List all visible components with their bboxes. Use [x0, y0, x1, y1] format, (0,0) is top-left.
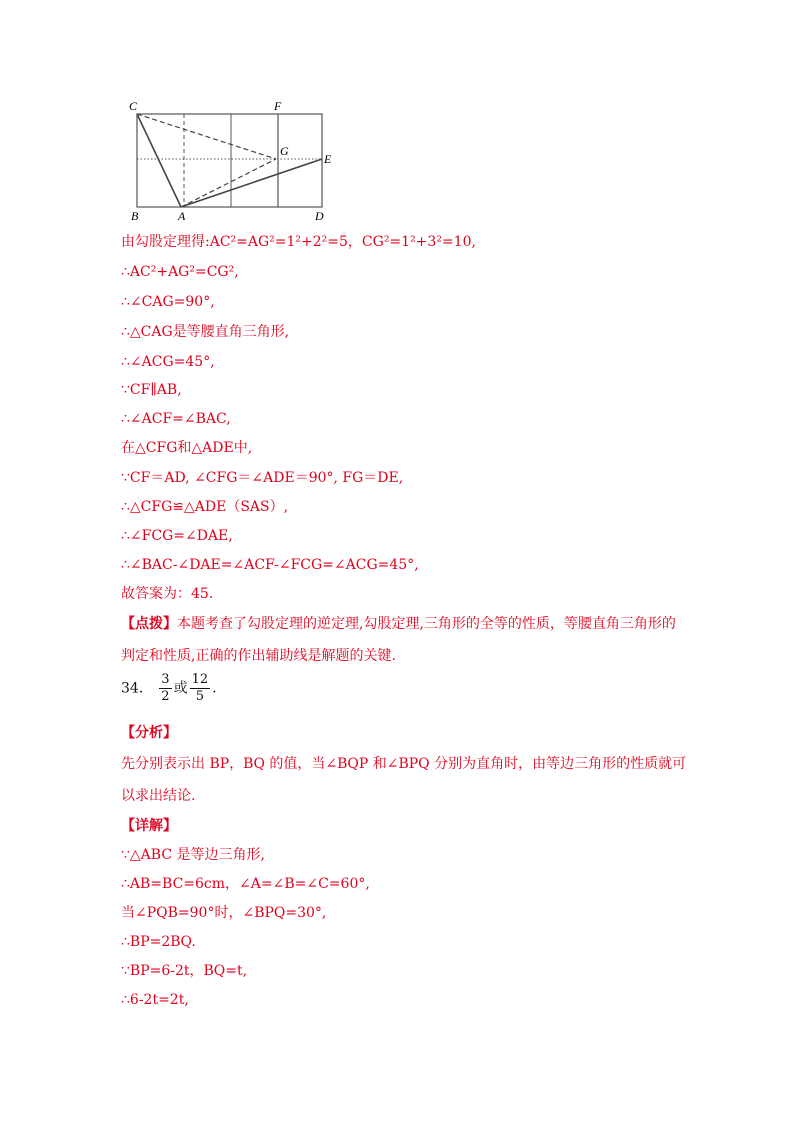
- fenxi-tag: 【分析】: [121, 725, 177, 741]
- label-B: B: [131, 209, 139, 222]
- fraction-3-2: [159, 672, 171, 705]
- dianbo-tag: 【点拨】: [121, 616, 177, 632]
- figure-svg: [128, 96, 348, 222]
- xiangjie-line: ∵△ABC 是等边三角形,: [121, 847, 265, 863]
- or-text: 或: [173, 680, 188, 697]
- proof-line: 由勾股定理得:AC²=AG²=1²+2²=5，CG²=1²+3²=10,: [121, 234, 476, 250]
- dianbo-line-1: [121, 614, 676, 634]
- segment-CG: [137, 114, 276, 159]
- segment-AE: [181, 159, 322, 207]
- proof-line: ∵CF∥AB,: [121, 382, 182, 398]
- proof-line: ∴AC²+AG²=CG²,: [121, 264, 239, 280]
- frac2-numerator: 12: [191, 672, 209, 687]
- frac1-denominator: 2: [161, 689, 170, 704]
- fenxi-text-1: 先分别表示出 BP，BQ 的值，当∠BQP 和∠BPQ 分别为直角时，由等边三角形的性质就可: [121, 756, 687, 772]
- proof-line: ∴∠ACG=45°,: [121, 354, 215, 370]
- proof-line: ∴∠BAC-∠DAE=∠ACF-∠FCG=∠ACG=45°,: [121, 557, 419, 573]
- xiangjie-line: ∴6-2t=2t,: [121, 992, 189, 1008]
- fenxi-text-2: 以求出结论.: [121, 788, 196, 804]
- label-G: G: [280, 144, 289, 158]
- grid-rectangle: [137, 114, 322, 207]
- xiangjie-line: ∴BP=2BQ.: [121, 934, 196, 950]
- geometry-figure: [128, 96, 348, 222]
- proof-line: ∵CF＝AD, ∠CFG＝∠ADE＝90°, FG＝DE,: [121, 470, 404, 486]
- frac1-numerator: 3: [161, 672, 170, 687]
- label-C: C: [129, 99, 138, 113]
- answer-line: 故答案为：45.: [121, 586, 214, 602]
- dianbo-text-2: 判定和性质,正确的作出辅助线是解题的关键.: [121, 648, 396, 664]
- q34-answer: [121, 672, 217, 705]
- proof-line: ∴∠FCG=∠DAE,: [121, 528, 233, 544]
- segment-CA: [137, 114, 181, 207]
- xiangjie-line: ∵BP=6-2t，BQ=t,: [121, 963, 248, 979]
- xiangjie-line: ∴AB=BC=6cm，∠A=∠B=∠C=60°,: [121, 876, 370, 892]
- label-D: D: [315, 209, 324, 222]
- proof-line: ∴△CAG是等腰直角三角形,: [121, 324, 290, 340]
- label-A: A: [178, 209, 186, 222]
- fraction-12-5: [190, 672, 211, 705]
- label-E: E: [324, 152, 332, 166]
- proof-line: ∴∠ACF=∠BAC,: [121, 411, 231, 427]
- xiangjie-tag: 【详解】: [121, 818, 177, 834]
- proof-line: ∴∠CAG=90°,: [121, 294, 215, 310]
- segment-AG: [181, 159, 276, 207]
- dianbo-text-1: 本题考查了勾股定理的逆定理,勾股定理,三角形的全等的性质，等腰直角三角形的: [177, 616, 676, 632]
- frac2-denominator: 5: [195, 689, 204, 704]
- proof-line: ∴△CFG≌△ADE（SAS）,: [121, 499, 289, 515]
- label-F: F: [274, 99, 282, 113]
- xiangjie-line: 当∠PQB=90°时，∠BPQ=30°,: [121, 905, 327, 921]
- q34-end: .: [212, 680, 217, 697]
- q34-number: 34．: [121, 680, 153, 697]
- proof-line: 在△CFG和△ADE中,: [121, 440, 253, 456]
